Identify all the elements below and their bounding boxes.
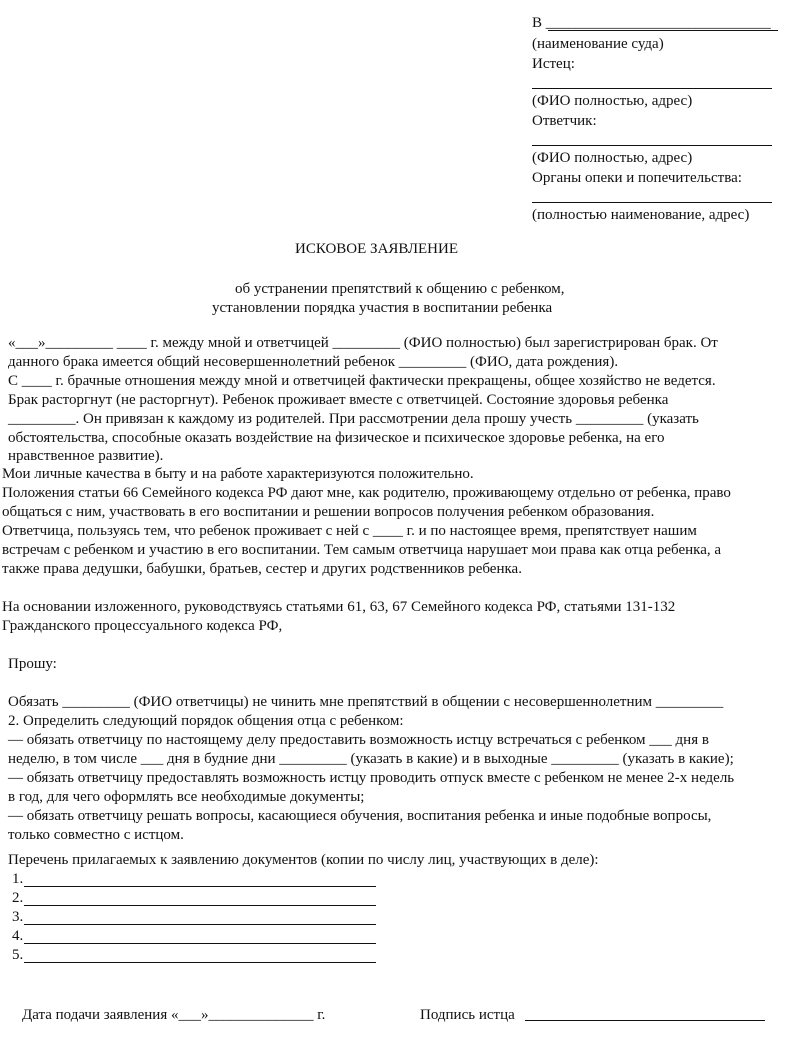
body-line: _________. Он привязан к каждому из родителей. При рассмотрении дела прошу учесть _________ (указать	[8, 411, 699, 427]
body-line: встречам с ребенком и участию в его воспитании. Тем самым ответчица нарушает мои права как отца ребенка, а	[2, 542, 722, 558]
attachment-line	[24, 886, 376, 887]
request-item: неделю, в том числе ___ дня в будние дни _________ (указать в какие) и в выходные _________ (указать в какие);	[8, 751, 734, 767]
court-line: В ______________________________	[532, 15, 771, 31]
court-underline	[548, 30, 778, 31]
plaintiff-label: Истец:	[532, 56, 575, 72]
attachment-number: 3.	[12, 909, 24, 925]
request-item: — обязать ответчицу решать вопросы, касающиеся обучения, воспитания ребенка и иные подобные вопросы,	[8, 808, 712, 824]
document-title: ИСКОВОЕ ЗАЯВЛЕНИЕ	[295, 241, 459, 257]
attachment-line	[24, 943, 376, 944]
attachment-number: 5.	[12, 947, 24, 963]
request-heading: Прошу:	[8, 656, 57, 672]
body-line: нравственное развитие).	[8, 448, 164, 464]
defendant-label: Ответчик:	[532, 113, 597, 129]
attachment-line	[24, 962, 376, 963]
body-line: Брак расторгнут (не расторгнут). Ребенок проживает вместе с ответчицей. Состояние здоровья ребенка	[8, 392, 669, 408]
body-line: С ____ г. брачные отношения между мной и ответчицей фактически прекращены, общее хозяйство не ведется.	[8, 373, 716, 389]
body-line: «___»_________ ____ г. между мной и ответчицей _________ (ФИО полностью) был зарегистрирован брак. От	[8, 335, 718, 351]
body-line: общаться с ним, участвовать в его воспитании и решении вопросов получения ребенком образования.	[2, 504, 655, 520]
attachment-line	[24, 905, 376, 906]
body-line: На основании изложенного, руководствуясь статьями 61, 63, 67 Семейного кодекса РФ, статьями 131-132	[2, 599, 676, 615]
court-hint: (наименование суда)	[532, 36, 664, 52]
plaintiff-hint: (ФИО полностью, адрес)	[532, 93, 693, 109]
attachment-number: 4.	[12, 928, 24, 944]
body-line: данного брака имеется общий несовершеннолетний ребенок _________ (ФИО, дата рождения).	[8, 354, 619, 370]
guardianship-underline	[532, 202, 772, 203]
request-item: только совместно с истцом.	[8, 827, 184, 843]
guardianship-label: Органы опеки и попечительства:	[532, 170, 742, 186]
guardianship-hint: (полностью наименование, адрес)	[532, 207, 750, 223]
body-line: также права дедушки, бабушки, братьев, сестер и других родственников ребенка.	[2, 561, 522, 577]
request-item: — обязать ответчицу предоставлять возможность истцу проводить отпуск вместе с ребенком не менее 2-х недель	[8, 770, 735, 786]
signature-line	[525, 1020, 765, 1021]
request-item: 2. Определить следующий порядок общения отца с ребенком:	[8, 713, 404, 729]
body-line: обстоятельства, способные оказать воздействие на физическое и психическое здоровье ребенка, на его	[8, 430, 665, 446]
body-line: Положения статьи 66 Семейного кодекса РФ дают мне, как родителю, проживающему отдельно от ребенка, право	[2, 485, 731, 501]
attachment-number: 2.	[12, 890, 24, 906]
body-line: Мои личные качества в быту и на работе характеризуются положительно.	[2, 466, 474, 482]
document-subtitle-line-1: об устранении препятствий к общению с ребенком,	[235, 281, 565, 297]
attachment-number: 1.	[12, 871, 24, 887]
request-item: — обязать ответчицу по настоящему делу предоставить возможность истцу встречаться с ребенком ___ дня в	[8, 732, 709, 748]
defendant-hint: (ФИО полностью, адрес)	[532, 150, 693, 166]
request-item: Обязать _________ (ФИО ответчицы) не чинить мне препятствий в общении с несовершеннолетним _________	[8, 694, 724, 710]
attachment-line	[24, 924, 376, 925]
signature-label: Подпись истца	[420, 1007, 515, 1023]
body-line: Гражданского процессуального кодекса РФ,	[2, 618, 283, 634]
attachments-heading: Перечень прилагаемых к заявлению документов (копии по числу лиц, участвующих в деле):	[8, 852, 599, 868]
request-item: в год, для чего оформлять все необходимые документы;	[8, 789, 365, 805]
body-line: Ответчица, пользуясь тем, что ребенок проживает с ней с ____ г. и по настоящее время, препятствует нашим	[2, 523, 697, 539]
defendant-underline	[532, 145, 772, 146]
document-subtitle-line-2: установлении порядка участия в воспитании ребенка	[212, 300, 553, 316]
plaintiff-underline	[532, 88, 772, 89]
filing-date-label: Дата подачи заявления «___»______________ г.	[22, 1007, 326, 1023]
